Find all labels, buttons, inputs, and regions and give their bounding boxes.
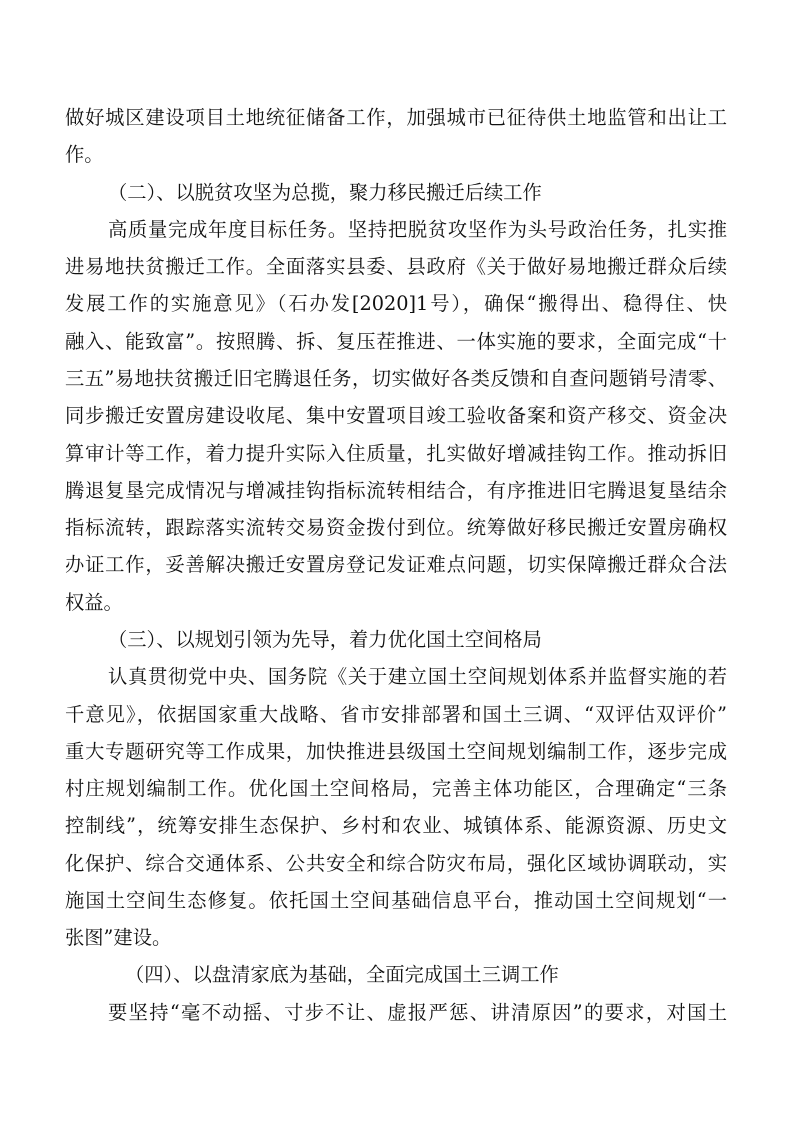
body-line: 作。 <box>65 143 104 167</box>
section-heading: （二）、以脱贫攻坚为总揽，聚力移民搬迁后续工作 <box>108 180 542 204</box>
body-line: 进易地扶贫搬迁工作。全面落实县委、县政府《关于做好易地搬迁群众后续 <box>65 255 727 279</box>
body-line: 指标流转，跟踪落实流转交易资金拨付到位。统筹做好移民搬迁安置房确权 <box>65 516 727 540</box>
body-line: 施国土空间生态修复。依托国土空间基础信息平台，推动国土空间规划“一 <box>65 888 727 912</box>
body-line: 同步搬迁安置房建设收尾、集中安置项目竣工验收备案和资产移交、资金决 <box>65 404 727 428</box>
section-4 <box>65 956 727 1031</box>
body-line: 化保护、综合交通体系、公共安全和综合防灾布局，强化区域协调联动，实 <box>65 851 727 875</box>
body-line: 腾退复垦完成情况与增减挂钩指标流转相结合，有序推进旧宅腾退复垦结余 <box>65 478 727 502</box>
body-line: 重大专题研究等工作成果，加快推进县级国土空间规划编制工作，逐步完成 <box>65 739 727 763</box>
body-line: 高质量完成年度目标任务。坚持把脱贫攻坚作为头号政治任务，扎实推 <box>108 217 727 241</box>
body-line: 张图”建设。 <box>65 926 172 950</box>
body-line: 要坚持“毫不动摇、寸步不让、虚报严惩、讲清原因”的要求，对国土 <box>108 1000 727 1024</box>
body-line: 算审计等工作，着力提升实际入住质量，扎实做好增减挂钩工作。推动拆旧 <box>65 441 727 465</box>
section-2 <box>65 174 727 621</box>
paragraph-continued <box>65 99 727 174</box>
section-3 <box>65 621 727 957</box>
body-line: 千意见》，依据国家重大战略、省市安排部署和国土三调、“双评估双评价” <box>65 702 727 726</box>
body-line: 融入、能致富”。按照腾、拆、复压茬推进、一体实施的要求，全面完成“十 <box>65 329 727 353</box>
body-line: 认真贯彻党中央、国务院《关于建立国土空间规划体系并监督实施的若 <box>108 665 727 689</box>
body-line: 做好城区建设项目土地统征储备工作，加强城市已征待供土地监管和出让工 <box>65 106 727 129</box>
section-heading: （三）、以规划引领为先导，着力优化国土空间格局 <box>108 627 542 651</box>
section-heading: （四）、以盘清家底为基础，全面完成国土三调工作 <box>125 963 559 987</box>
document-body <box>65 99 727 1031</box>
body-line: 控制线”，统筹安排生态保护、乡村和农业、城镇体系、能源资源、历史文 <box>65 814 727 838</box>
body-line: 三五”易地扶贫搬迁旧宅腾退任务，切实做好各类反馈和自查问题销号清零、 <box>65 366 727 390</box>
body-line: 发展工作的实施意见》（石办发[2020]1号），确保“搬得出、稳得住、快 <box>65 292 727 316</box>
body-line: 权益。 <box>65 590 123 614</box>
body-line: 办证工作，妥善解决搬迁安置房登记发证难点问题，切实保障搬迁群众合法 <box>65 553 727 577</box>
body-line: 村庄规划编制工作。优化国土空间格局，完善主体功能区，合理确定“三条 <box>65 777 727 801</box>
